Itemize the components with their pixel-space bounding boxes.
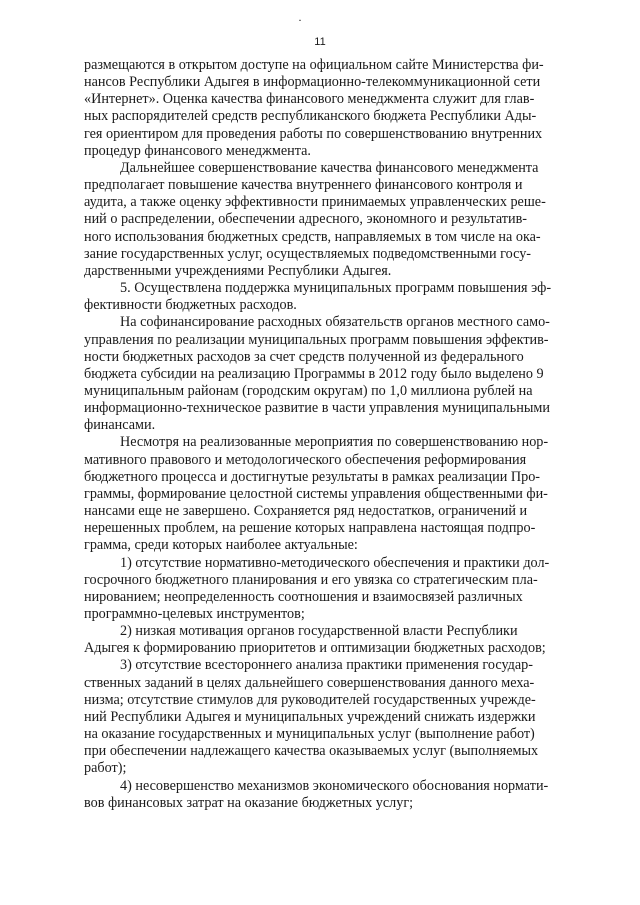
paragraph: 5. Осуществлена поддержка муниципальных программ повышения эф- фективности бюджетных расходов. — [84, 280, 552, 314]
list-item: 1) отсутствие нормативно-методического обеспечения и практики дол- госрочного бюджетного планирования и его увязка со стратегическим пла- нированием; неопределенность соотношения и взаимосвязей различных программно-целевых инструментов; — [84, 554, 550, 622]
list-item: 3) отсутствие всестороннего анализа практики применения государ- ственных заданий в целях дальнейшего совершенствования данного меха- низма; отсутствие стимулов для руководителей государственных учрежде- ний Республики Адыгея и муниципальных учреждений снижать издержки на оказание государственных и муниципальных услуг (выполнение работ) при обеспечении надлежащего качества оказываемых услуг (выполняемых работ); — [84, 657, 539, 777]
scan-speck: · — [298, 13, 302, 27]
paragraph: размещаются в открытом доступе на официальном сайте Министерства фи- нансов Республики Адыгея в информационно-телекоммуникационной сети «Интернет». Оценка качества финансового менеджмента служит для глав- ных распорядителей средств республиканского бюджета Республики Ады- гея ориентиром для проведения работы по совершенствованию внутренних процедур финансового менеджмента. — [84, 57, 544, 159]
paragraph: На софинансирование расходных обязательств органов местного само- управления по реализации муниципальных программ повышения эффектив- ности бюджетных расходов за счет средств полученной из федерального бюджета субсидии на реализацию Программы в 2012 году было выделено 9 муниципальным районам (городским округам) по 1,0 миллиона рублей на информационно-техническое развитие в части управления муниципальными финансами. — [84, 314, 550, 434]
paragraph: Дальнейшее совершенствование качества финансового менеджмента предполагает повышение качества внутреннего финансового контроля и аудита, а также оценку эффективности принимаемых управленческих реше- ний о распределении, обеспечении адресного, экономного и результатив- ного использования бюджетных средств, направляемых в том числе на ока- зание государственных услуг, осуществляемых подведомственными госу- дарственными учреждениями Республики Адыгея. — [84, 159, 546, 279]
list-item: 2) низкая мотивация органов государственной власти Республики Адыгея к формированию приоритетов и оптимизации бюджетных расходов; — [84, 623, 546, 657]
paragraph: Несмотря на реализованные мероприятия по совершенствованию нор- мативного правового и методологического обеспечения реформирования бюджетного процесса и достигнутые результаты в рамках реализации Про- граммы, формирование целостной системы управления общественными фи- нансами еще не завершено. Сохраняется ряд недостатков, ограничений и нерешенных проблем, на решение которых направлена настоящая подпро- грамма, среди которых наиболее актуальные: — [84, 434, 549, 554]
body-text — [84, 57, 576, 812]
page-number: 11 — [314, 36, 326, 48]
list-item: 4) несовершенство механизмов экономического обоснования нормати- вов финансовых затрат на оказание бюджетных услуг; — [84, 777, 549, 811]
